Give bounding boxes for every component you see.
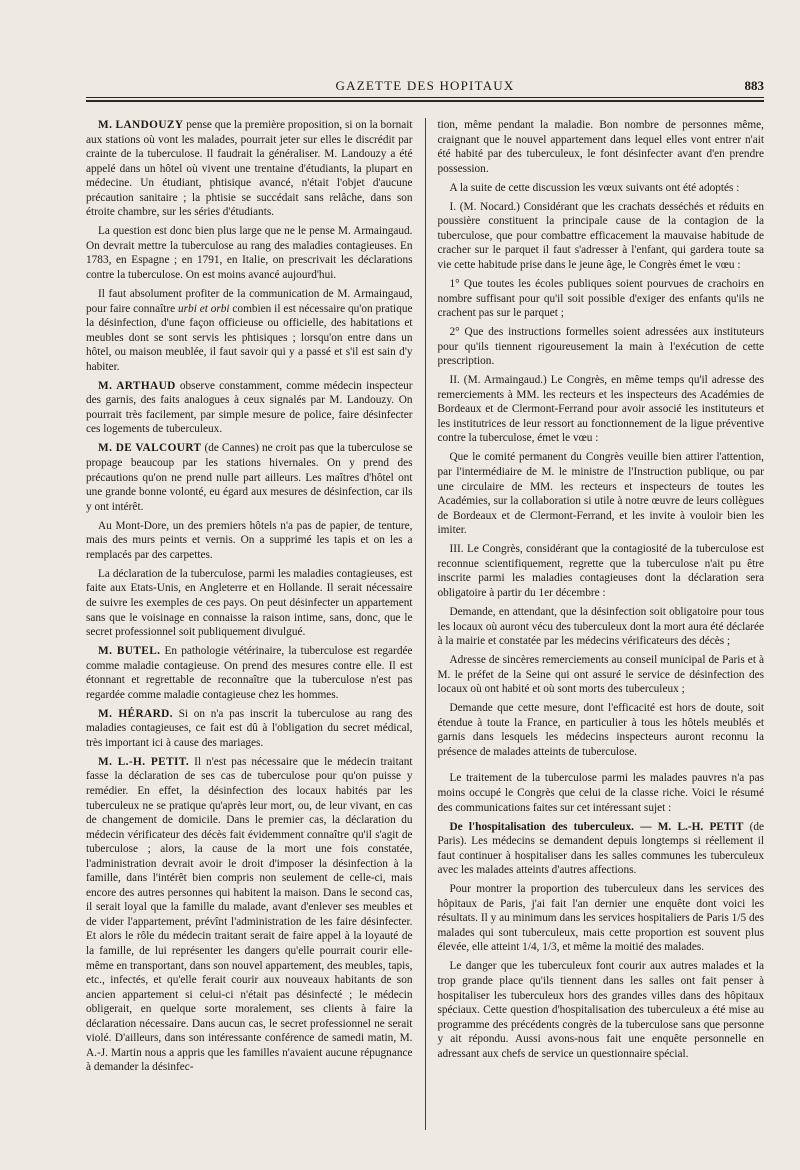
paragraph [438, 882, 765, 955]
column-divider [425, 118, 426, 1130]
paragraph-text: (de Cannes) ne croit pas que la tuberculose se propage beaucoup par les stations hivernales. On y prend des précautions qu'on ne prend nulle part ailleurs. Les maîtres d'hôtel ont une grande bonne volonté, eu égard aux mesures de désinfection, car ils y ont intérêt. [86, 442, 413, 513]
paragraph [438, 542, 765, 600]
paragraph-text: 1° Que toutes les écoles publiques soient pourvues de crachoirs en nombre suffisant pour qu'il soit possible d'exiger des enfants qu'ils ne crachent pas sur le parquet ; [437, 277, 765, 320]
paragraph-text: tion, même pendant la maladie. Bon nombre de personnes même, craignant que le nouvel appartement dans lequel elles vont entrer n'ait été habité par des tuberculeux, le font désinfecter avant d'en prendre possession. [437, 119, 765, 175]
paragraph-text: combien il est nécessaire qu'on pratique la désinfection, d'une façon officieuse ou officielle, des habitations et meubles dont se sont servis les phtisiques ; lorsqu'on entre dans un hôtel, ou maison meublée, il faut savoir qui y a passé et s'il est sain d'y habiter. [86, 302, 413, 373]
paragraph-text: Le danger que les tuberculeux font courir aux autres malades et la trop grande place qu'ils tiennent dans les salles ont fait penser à hospitaliser les tuberculeux hors des grandes villes dans des hôpitaux spéciaux. Cette question d'hospitalisation des tuberculeux a été mise au programme des précédents congrès de la tuberculose sans que personne y ait répondu. Aussi avons-nous fait une enquête personnelle en adressant aux chefs de service un questionnaire spécial. [437, 960, 765, 1060]
paragraph-text: La question est donc bien plus large que ne le pense M. Armaingaud. On devrait mettre la tuberculose au rang des maladies contagieuses. En 1783, en Espagne ; en 1791, en Italie, on prescrivait les déclarations contre la tuberculose. On est moins avancé aujourd'hui. [86, 225, 413, 281]
paragraph-text: Au Mont-Dore, un des premiers hôtels n'a pas de papier, de tenture, mais des murs peints et vernis. On a supprimé les tapis et on les a remplacés par des carpettes. [86, 519, 413, 561]
paragraph [86, 519, 413, 563]
paragraph [438, 118, 765, 176]
paragraph [86, 707, 413, 751]
speaker-name: M. DE VALCOURT [98, 442, 202, 455]
paragraph-text: 2° Que des instructions formelles soient adressées aux instituteurs pour qu'ils tiennent rigoureusement la main à l'exécution de cette prescription. [437, 326, 765, 368]
paragraph-text: observe constamment, comme médecin inspecteur des garnis, des faits analogues à ceux signalés par M. Landouzy. On pourrait très facilement, par simple mesure de police, faire désinfecter ces logements de tuberculeux. [86, 379, 413, 436]
paragraph [86, 441, 413, 514]
paragraph-text: Que le comité permanent du Congrès veuille bien attirer l'attention, par l'intermédiaire de M. le ministre de l'Instruction publique, ou par une circulaire de MM. les recteurs et inspecteurs de toutes les Académies, sur la collaboration si utile à notre œuvre de leurs collègues de Bordeaux et de Clermont-Ferrand, et les invite à vouloir bien les imiter. [437, 451, 765, 537]
paragraph-text: La déclaration de la tuberculose, parmi les maladies contagieuses, est faite aux Etats-Unis, en Angleterre et en Hollande. Il serait nécessaire de suivre les exemples de ces pays. On peut désinfecter un appartement sans que le voisinage en connaisse la raison intime, sans, donc, que le secret professionnel soit publiquement divulgué. [86, 567, 413, 639]
running-title: GAZETTE DES HOPITAUX [335, 78, 515, 93]
speaker-name: M. LANDOUZY [98, 119, 184, 131]
speaker-name: M. BUTEL. [98, 645, 161, 658]
paragraph-text: I. (M. Nocard.) Considérant que les crachats desséchés et réduits en poussière constituent la principale cause de la contagion de la tuberculose, que pour combattre efficacement la mauvaise habitude de cracher sur le parquet il faut s'adresser à l'enfant, qui gardera toute sa vie cette habitude prise dans le jeune âge, le Congrès émet le vœu : [437, 200, 765, 271]
paragraph-text: Il faut absolument profiter de la communication de M. Armaingaud, pour faire connaître [86, 288, 413, 315]
paragraph [438, 959, 765, 1061]
paragraph-text: Le traitement de la tuberculose parmi les malades pauvres n'a pas moins occupé le Congrès que celui de la classe riche. Voici le résumé des communications faites sur cet intéressant sujet : [437, 772, 765, 814]
paragraph [86, 287, 413, 374]
italic-phrase: urbi et orbi [178, 302, 230, 315]
paragraph [438, 701, 765, 759]
article-body [86, 118, 764, 1130]
paragraph [438, 771, 765, 815]
paragraph-text: En pathologie vétérinaire, la tuberculose est regardée comme maladie contagieuse. On prend des mesures contre elle. Il est étonnant et regrettable de reconnaître que la tuberculose n'est pas regardée comme maladie contagieuse chez les hommes. [86, 645, 413, 701]
paragraph [438, 450, 765, 537]
speaker-name: M. L.-H. PETIT. [98, 755, 190, 768]
paragraph [438, 373, 765, 446]
right-column [438, 118, 765, 1130]
paragraph [438, 820, 765, 878]
paragraph [438, 181, 765, 196]
paragraph-text: Il n'est pas nécessaire que le médecin traitant fasse la déclaration de ses cas de tuberculose pour qu'on puisse y remédier. En effet, la désinfection des locaux habités par les tuberculeux ne se pratique qu'après leur mort, ou, de leur vivant, en cas de changement de domicile. Dans le premier cas, la déclaration du médecin vérificateur des décès fait évidemment connaître qu'il s'agit de tuberculose ; alors, la cause de la mort une fois constatée, l'administration devrait avoir le droit d'imposer la désinfection à la famille, dans l'intérêt bien compris non seulement de celle-ci, mais encore des autres personnes qui habitent la maison. Dans le second cas, il serait loyal que la famille du malade, avant d'enlever ses meubles et de vider l'appartement, prévînt l'administration de les faire désinfecter. Et alors le rôle du médecin traitant serait de faire appel à la loyauté de la famille, de lui représenter les dangers qu'elle pourrait courir elle-même en transportant, dans son nouvel appartement, des meubles, tapis, etc., infectés, et qu'elle ferait courir aux nouveaux habitants de son ancien appartement si celui-ci n'était pas désinfecté ; le médecin obligerait, en quelque sorte moralement, ses clients à faire la déclaration nécessaire. Dans aucun cas, le secret professionnel ne serait violé. D'ailleurs, dans son intéressante conférence de samedi matin, M. A.-J. Martin nous a appris que les familles n'avaient aucune répugnance à demander la désinfec- [86, 755, 413, 1074]
paragraph-text: II. (M. Armaingaud.) Le Congrès, en même temps qu'il adresse des remerciements à MM. les recteurs et les inspecteurs des Académies de Bordeaux et de Clermont-Ferrand pour avoir associé les instituteurs et les institutrices de leur ressort au fonctionnement de la ligue préventive contre la tuberculose, émet le vœu : [437, 374, 765, 445]
paragraph [438, 325, 765, 369]
left-column [86, 118, 413, 1130]
paragraph [438, 605, 765, 649]
paragraph-text: Demande que cette mesure, dont l'efficacité est hors de doute, soit étendue à toute la France, en particulier à tous les hôtels meublés et garnis dans lesquels les médecins inspecteurs auront reconnu la présence de malades atteints de tuberculose. [437, 702, 765, 758]
paragraph-text: (de Paris). Les médecins se demandent depuis longtemps si réellement il faut continuer à hospitaliser dans les salles communes les tuberculeux avec les malades atteints d'autres affections. [437, 820, 765, 877]
paragraph-text: Demande, en attendant, que la désinfection soit obligatoire pour tous les locaux où auront vécu des tuberculeux dont la mort aura été déclarée à la mairie et constatée par les médecins vérificateurs des décès ; [437, 605, 765, 648]
page-header [86, 0, 764, 100]
paragraph [86, 224, 413, 282]
speaker-name: M. ARTHAUD [98, 379, 176, 392]
page-number: 883 [744, 78, 764, 93]
section-heading: De l'hospitalisation des tuberculeux. — M. L.-H. PETIT [449, 820, 744, 833]
paragraph [86, 379, 413, 437]
paragraph [438, 200, 765, 273]
paragraph [86, 567, 413, 640]
paragraph-text: Si on n'a pas inscrit la tuberculose au rang des maladies contagieuses, ce fait est dû à l'obligation du secret médical, très important ici à cause des mariages. [86, 707, 413, 749]
paragraph [86, 644, 413, 702]
speaker-name: M. HÉRARD. [98, 707, 173, 720]
header-rule-thin [86, 97, 764, 98]
paragraph [86, 118, 413, 220]
paragraph-text: A la suite de cette discussion les vœux suivants ont été adoptés : [449, 181, 740, 194]
paragraph-text: pense que la première proposition, si on la bornait aux stations où vont les malades, pourrait jeter sur elles le discrédit par crainte de la tuberculose. Il faudrait la généraliser. M. Landouzy a été appelé dans un hôtel où vivent une trentaine d'étudiants, la plupart en médecine. Un étudiant, phtisique avancé, n'était l'objet d'aucune précaution sanitaire ; la phtisie se succédait sans relâche, dans son étroite chambre, sur les séries d'étudiants. [86, 119, 413, 219]
paragraph [438, 277, 765, 321]
paragraph [438, 653, 765, 697]
paragraph [86, 755, 413, 1075]
paragraph-text: Pour montrer la proportion des tuberculeux dans les services des hôpitaux de Paris, j'ai fait l'an dernier une enquête dont voici les résultats. Il y au minimum dans les services hospitaliers de Paris 1/5 des malades qui sont tuberculeux, mais cette proportion est souvent plus élevée, elle atteint 1/4, 1/3, et même la moitié des malades. [437, 883, 765, 954]
paragraph-text: Adresse de sincères remerciements au conseil municipal de Paris et à M. le préfet de la Seine qui ont assuré le service de désinfection des locaux où ont habité et où sont morts des tuberculeux ; [437, 654, 765, 696]
header-rule-thick [86, 100, 764, 102]
paragraph-text: III. Le Congrès, considérant que la contagiosité de la tuberculose est reconnue scientifiquement, regrette que la tuberculose n'ait pu être inscrite parmi les maladies contagieuses dont la déclaration sera obligatoire à partir du 1er décembre : [437, 543, 765, 599]
